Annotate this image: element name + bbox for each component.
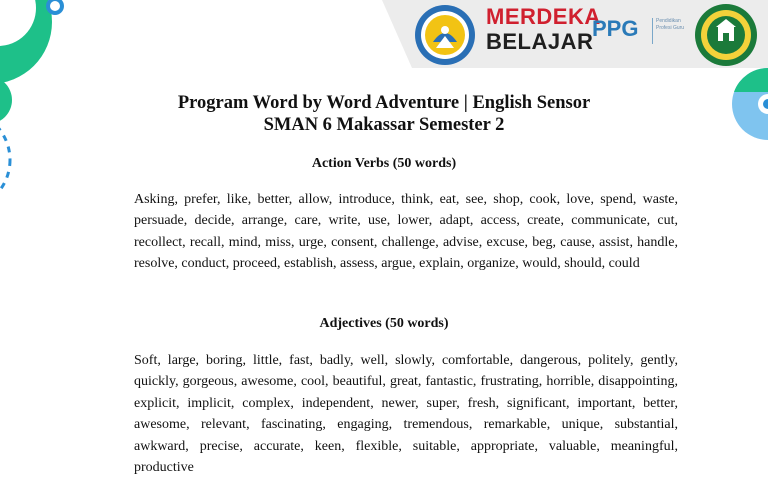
section-heading-action-verbs: Action Verbs (50 words) (311, 156, 457, 171)
university-seal-icon (694, 3, 758, 67)
merdeka-logo-line2: BELAJAR (486, 29, 594, 54)
kemendikbud-logo-icon (414, 4, 476, 66)
document-title-line1: Program Word by Word Adventure | English Sensor (177, 93, 591, 113)
merdeka-belajar-logo (486, 4, 601, 54)
ppg-divider (652, 18, 653, 44)
section-heading-adjectives: Adjectives (50 words) (319, 316, 449, 331)
section-body-action-verbs: Asking, prefer, like, better, allow, introduce, think, eat, see, shop, cook, love, spend, waste, persuade, decide, arrange, care, write, use, lower, adapt, access, create, communicate, cut, recollect, recall, mind, miss, urge, consent, challenge, advise, excuse, beg, cause, assist, handle, resolve, conduct, proceed, establish, assess, argue, explain, organize, would, should, could (134, 192, 678, 272)
section-body-adjectives: Soft, large, boring, little, fast, badly, well, slowly, comfortable, dangerous, politely, gently, quickly, gorgeous, awesome, cool, beautiful, great, fantastic, frustrating, horrible, disappointing, explicit, implicit, complex, independent, newer, super, fresh, significant, important, better, awesome, relevant, fascinating, engaging, tremendous, remarkable, unique, substantial, awkward, precise, accurate, keen, flexible, suitable, appropriate, valuable, meaningful, productive (134, 353, 678, 476)
merdeka-logo-line1: MERDEKA (486, 4, 601, 29)
document-title-line2: SMAN 6 Makassar Semester 2 (263, 115, 505, 135)
ppg-logo-subtitle: Pendidikan Profesi Guru (656, 18, 685, 31)
ppg-logo: PPG (592, 16, 639, 41)
